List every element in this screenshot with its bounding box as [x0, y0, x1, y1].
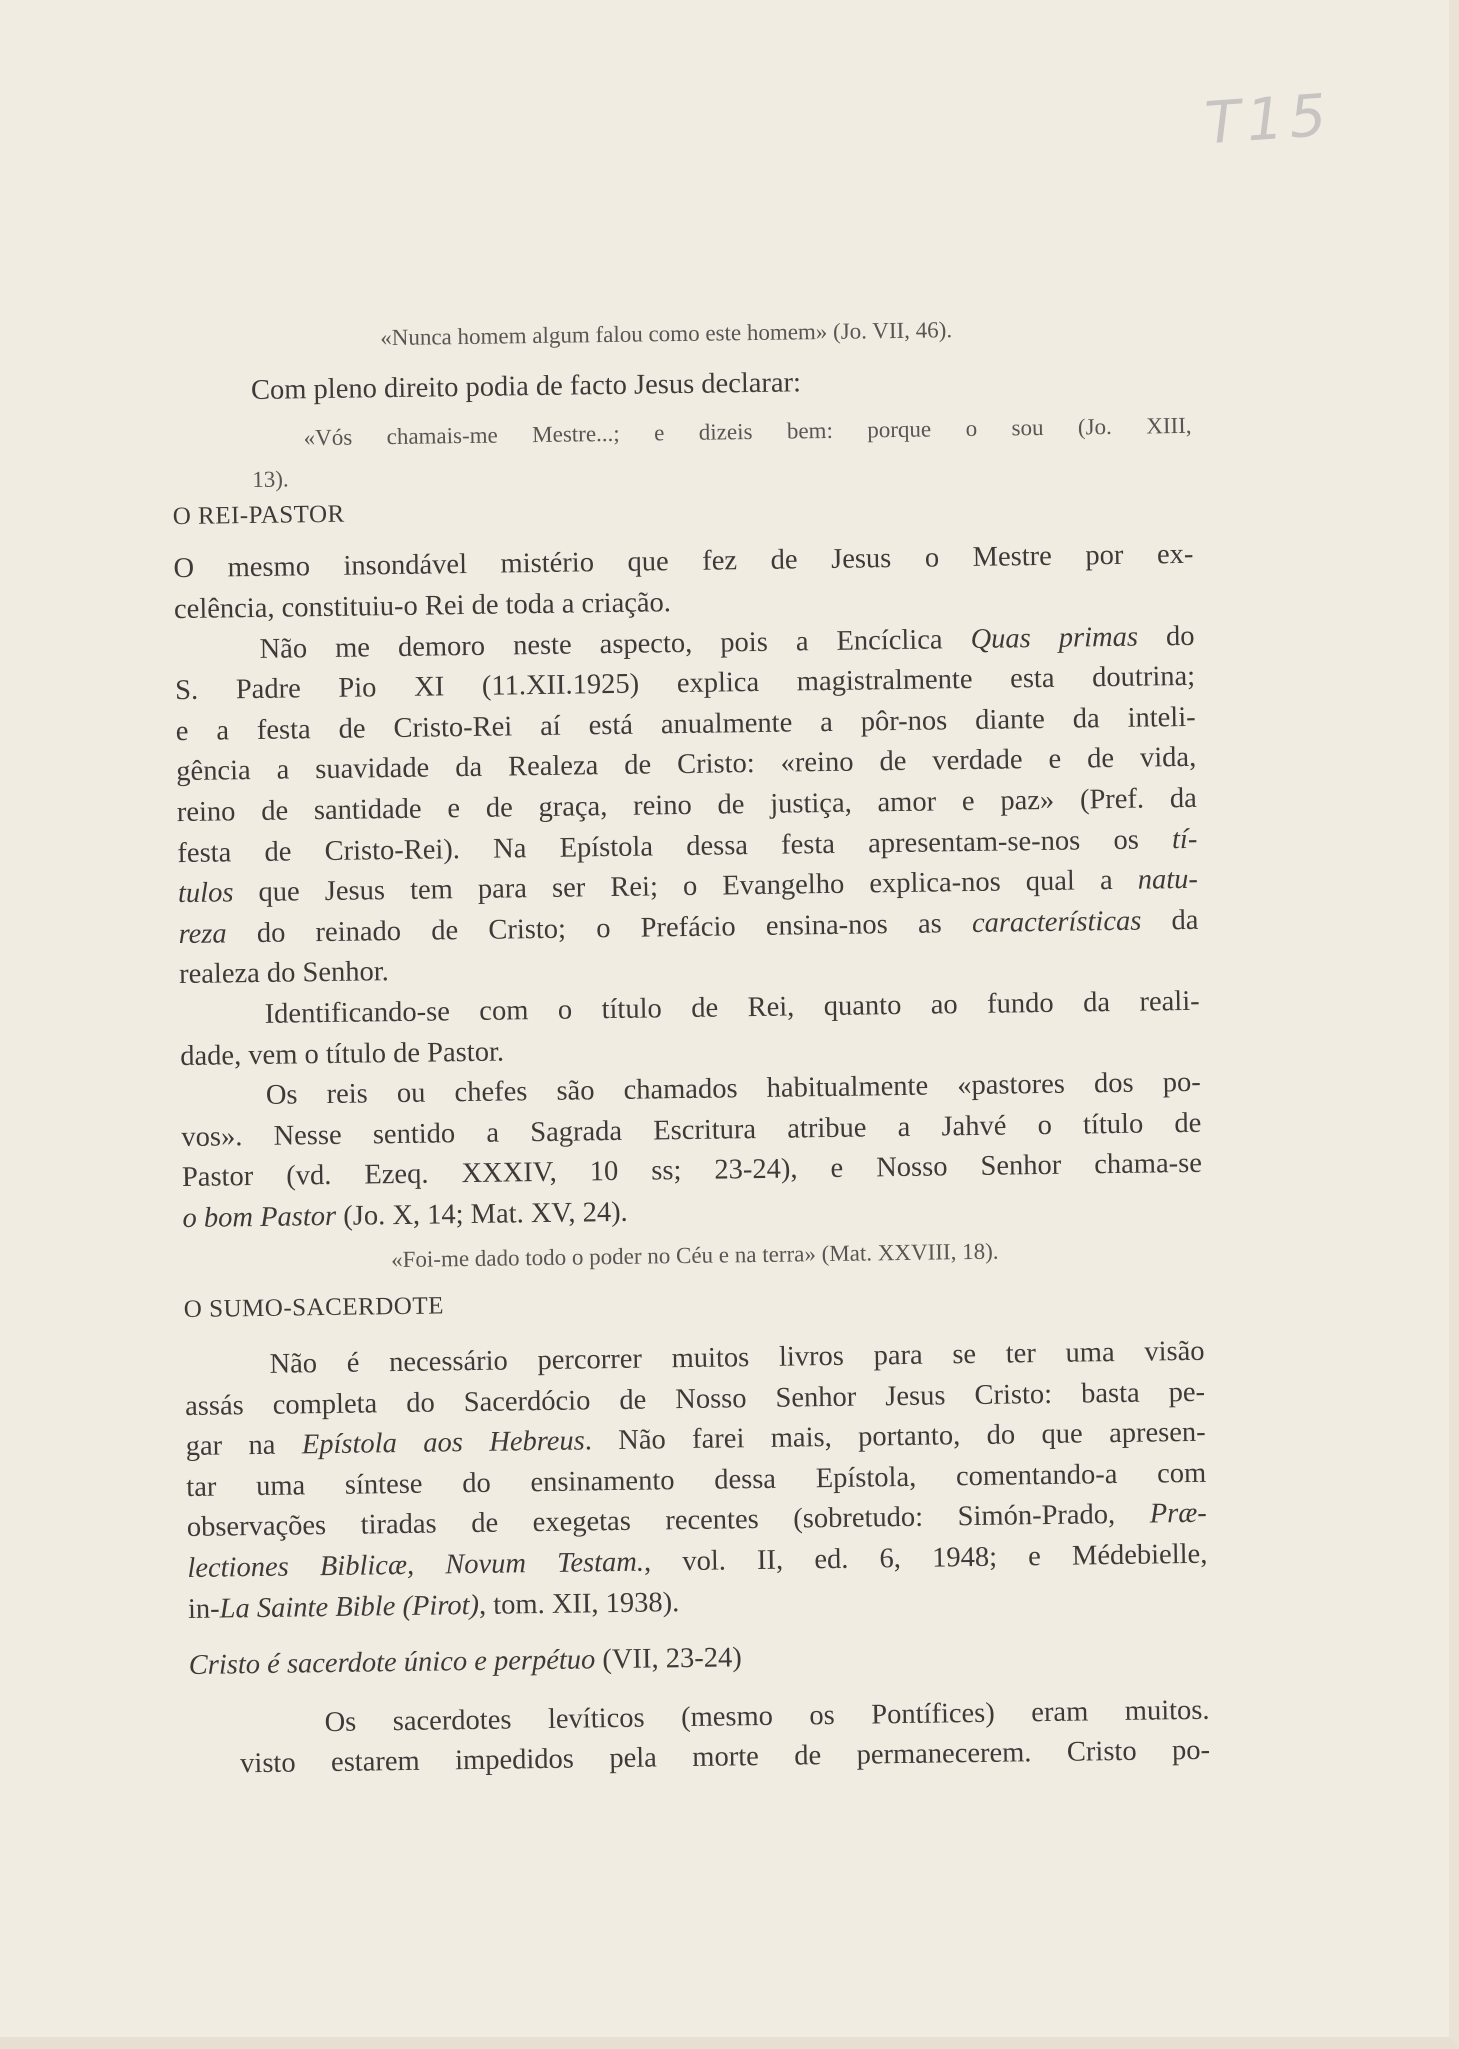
italic-text: La Sainte Bible (Pirot): [219, 1589, 480, 1625]
text-line: Não me demoro neste aspecto, pois a Encíclica: [259, 623, 971, 665]
text-line: vos». Nesse sentido a Sagrada Escritura atribue a Jahvé o título de: [181, 1107, 1202, 1153]
text-line: in-: [187, 1593, 220, 1625]
section-heading-sumo-sacerdote: O SUMO-SACERDOTE: [183, 1292, 445, 1324]
text-line: que Jesus tem para ser Rei; o Evangelho explica-nos qual a: [233, 864, 1138, 909]
italic-text: natu-: [1137, 863, 1199, 896]
italic-text: Cristo é sacerdote único e perpétuo: [188, 1644, 596, 1682]
quote-text: «Nunca homem algum falou como este homem» (Jo. VII, 46).: [380, 317, 953, 351]
text-line: visto estarem impedidos pela morte de permanecerem. Cristo po-: [239, 1735, 1211, 1780]
text-line: dade, vem o título de Pastor.: [180, 1036, 505, 1072]
text-line: festa de Cristo-Rei). Na Epístola dessa festa apresentam-se-nos os: [177, 823, 1173, 869]
italic-text: lectiones Biblicæ, Novum Testam.: [187, 1546, 645, 1585]
quote-text: «Vós chamais-me Mestre...; e dizeis bem: porque o sou (Jo. XIII,: [303, 413, 1192, 451]
text-line: do: [1137, 620, 1195, 653]
text-line: da: [1141, 904, 1199, 937]
text-line: reino de santidade e de graça, reino de justiça, amor e paz» (Pref. da: [176, 782, 1197, 829]
document-body: [172, 307, 1211, 1785]
text-line: S. Padre Pio XI (11.XII.1925) explica magistralmente esta doutrina;: [174, 660, 1196, 707]
text-line: Pastor (vd. Ezeq. XXXIV, 10 ss; 23-24), e Nosso Senhor chama-se: [181, 1148, 1203, 1194]
italic-text: tí-: [1171, 823, 1198, 855]
text-line: . Não farei mais, portanto, do que apresen-: [584, 1417, 1206, 1457]
italic-text: Quas primas: [970, 621, 1139, 655]
text-line: Com pleno direito podia de facto Jesus declarar:: [250, 366, 802, 406]
text-line: tar uma síntese do ensinamento dessa Epístola, comentando-a com: [186, 1457, 1207, 1503]
italic-text: características: [971, 905, 1142, 939]
text-line: celência, constituiu-o Rei de toda a criação.: [173, 587, 672, 626]
text-line: assás completa do Sacerdócio de Nosso Senhor Jesus Cristo: basta pe-: [184, 1376, 1206, 1422]
text-line: realeza do Senhor.: [178, 956, 390, 991]
text-line: , vol. II, ed. 6, 1948; e Médebielle,: [643, 1538, 1208, 1578]
text-line: (VII, 23-24): [595, 1642, 742, 1676]
text-line: do reinado de Cristo; o Prefácio ensina-nos as: [226, 907, 973, 950]
subsection-heading: [189, 1632, 1209, 1687]
text-line: Não é necessário percorrer muitos livros para se ter uma visão: [269, 1335, 1205, 1380]
text-line: gar na: [185, 1429, 303, 1463]
quote-text: «Foi-me dado todo o poder no Céu e na terra» (Mat. XXVIII, 18).: [390, 1239, 999, 1273]
text-line: Os reis ou chefes são chamados habitualmente «pastores dos po-: [265, 1066, 1201, 1111]
text-line: gência a suavidade da Realeza de Cristo: «reino de verdade e de vida,: [176, 742, 1197, 788]
text-line: O mesmo insondável mistério que fez de Jesus o Mestre por ex-: [173, 539, 1194, 585]
italic-text: Præ-: [1149, 1498, 1207, 1530]
italic-text: o bom Pastor: [182, 1200, 337, 1234]
quote-text: 13).: [252, 466, 289, 492]
text-line: , tom. XII, 1938).: [478, 1586, 680, 1621]
italic-text: tulos: [177, 877, 234, 910]
text-line: Os sacerdotes levíticos (mesmo os Pontífices) eram muitos.: [324, 1694, 1210, 1738]
text-line: observações tiradas de exegetas recentes (sobretudo: Simón-Prado,: [186, 1498, 1150, 1544]
handwritten-page-marker: T15: [1202, 80, 1335, 158]
text-line: (Jo. X, 14; Mat. XV, 24).: [335, 1196, 628, 1232]
section-heading-rei-pastor: O REI-PASTOR: [172, 501, 345, 531]
italic-text: Epístola aos Hebreus: [301, 1425, 585, 1461]
text-line: e a festa de Cristo-Rei aí está anualmente a pôr-nos diante da inteli-: [175, 701, 1196, 747]
paragraph-line: [251, 357, 1191, 411]
italic-text: reza: [178, 918, 227, 950]
quote-line: [263, 1229, 1203, 1283]
text-line: Identificando-se com o título de Rei, quanto ao fundo da reali-: [264, 985, 1200, 1030]
